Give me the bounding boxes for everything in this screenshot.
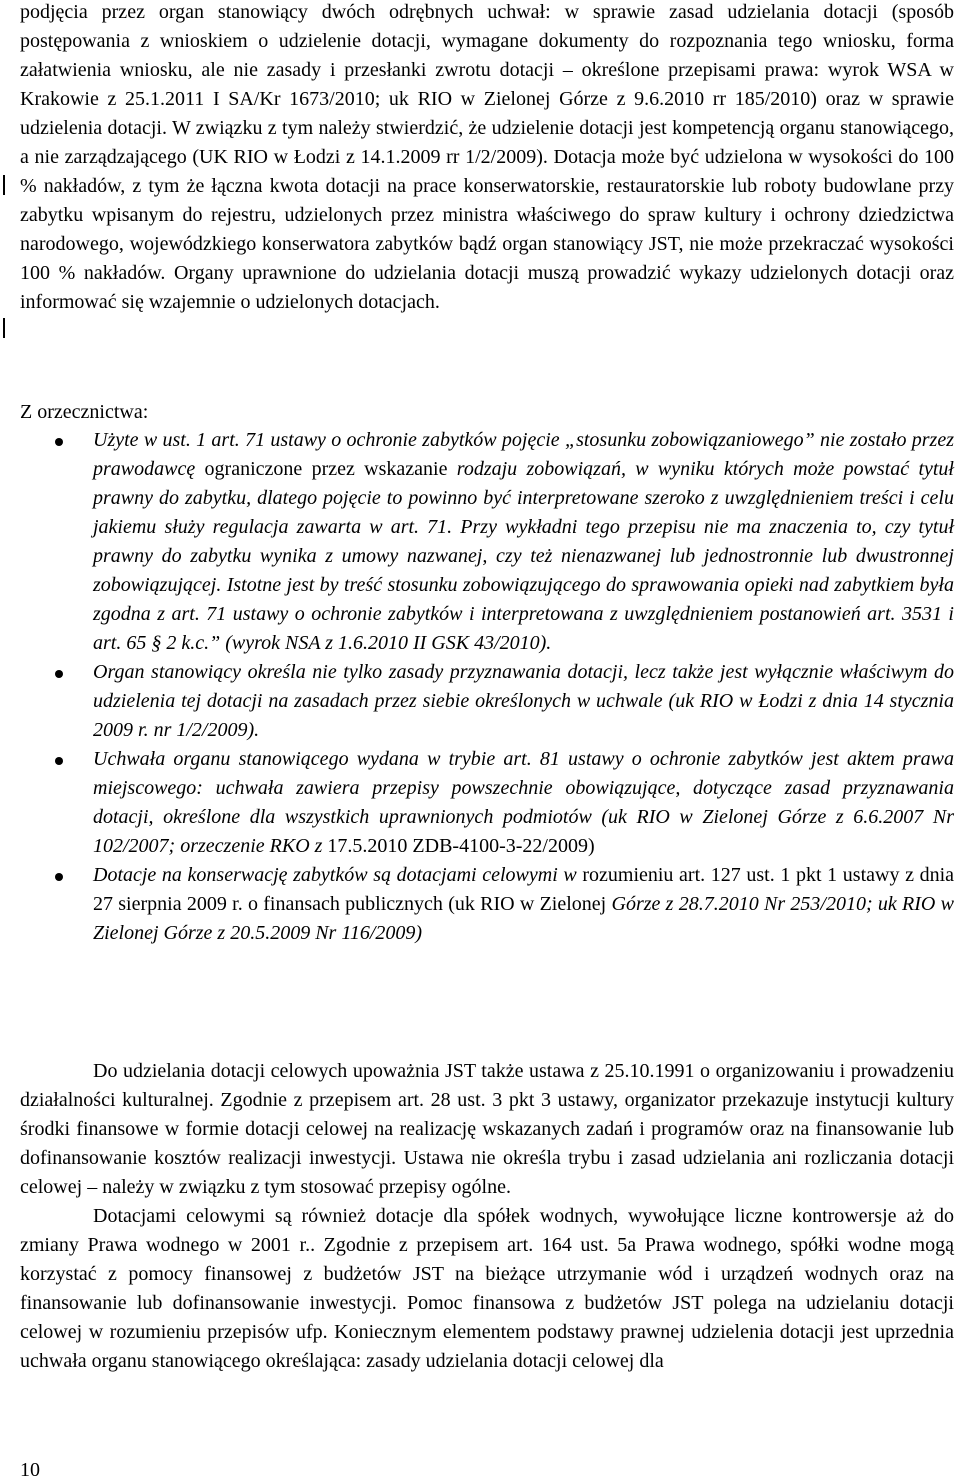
case-law-list bbox=[0, 426, 960, 948]
item-text: 17.5.2010 ZDB-4100-3-22/2009) bbox=[327, 835, 595, 857]
bullet-icon bbox=[55, 873, 63, 881]
item-text-italic: Górze z 28.7.2010 Nr 253/2010; uk RIO w Zielonej Górze z 20.5.2009 Nr 116/2009) bbox=[93, 893, 954, 944]
intro-paragraph: podjęcia przez organ stanowiący dwóch odrębnych uchwał: w sprawie zasad udzielania dotacji (sposób postępowania z wnioskiem o udzielenie dotacji, wymagane dokumenty do rozpoznania tego wniosku, forma załatwienia wniosku, ale nie zasady i przesłanki zwrotu dotacji – określone przepisami prawa: wyrok WSA w Krakowie z 25.1.2011 I SA/Kr 1673/2010; uk RIO w Zielonej Górze z 9.6.2010 rr 185/2010) oraz w sprawie udzielenia dotacji. W związku z tym należy stwierdzić, że udzielenie dotacji jest kompetencją organu stanowiącego, a nie zarządzającego (UK RIO w Łodzi z 14.1.2009 rr 1/2/2009). Dotacja może być udzielona w wysokości do 100 % nakładów, z tym że łączna kwota dotacji na prace konserwatorskie, restauratorskie lub roboty budowlane przy zabytku wpisanym do rejestru, udzielonych przez ministra właściwego do spraw kultury i ochrony dziedzictwa narodowego, wojewódzkiego konserwatora zabytków bądź organ stanowiący JST, nie może przekraczać wysokości 100 % nakładów. Organy uprawnione do udzielania dotacji muszą prowadzić wykazy udzielonych dotacji oraz informować się wzajemnie o udzielonych dotacjach. bbox=[20, 1, 954, 313]
bullet-icon bbox=[55, 757, 63, 765]
closing-section bbox=[20, 1057, 954, 1376]
revision-bar bbox=[3, 175, 5, 195]
item-text-italic: Uchwała organu stanowiącego wydana w trybie art. 81 ustawy o ochronie zabytków jest aktem prawa miejscowego: uchwała zawiera przepisy powszechnie obowiązujące, dotyczące zasad przyznawania dotacji, określone dla wszystkich uprawnionych podmiotów (uk RIO w Zielonej Górze z 6.6.2007 Nr 102/2007; orzeczenie RKO z bbox=[93, 748, 954, 857]
list-item bbox=[0, 745, 960, 861]
item-text-italic: Organ stanowiący określa nie tylko zasady przyznawania dotacji, lecz także jest wyłącznie właściwym do udzielenia tej dotacji na zasadach przez siebie określonych w uchwale (uk RIO w Łodzi z dnia 14 stycznia 2009 r. nr 1/2/2009). bbox=[93, 661, 954, 741]
page-number: 10 bbox=[20, 1459, 40, 1481]
bullet-icon bbox=[55, 670, 63, 678]
item-text: ograniczone przez wskazanie bbox=[204, 458, 448, 480]
item-text: rozumieniu art. 127 ust. 1 pkt 1 ustawy z dnia 27 sierpnia 2009 r. o finansach publicznych (uk RIO w Zielonej bbox=[93, 864, 954, 915]
item-text-italic: Dotacje na konserwację zabytków są dotacjami celowymi w bbox=[93, 864, 583, 886]
revision-bar bbox=[3, 318, 5, 338]
list-item bbox=[0, 426, 960, 658]
list-item bbox=[0, 861, 960, 948]
list-item bbox=[0, 658, 960, 745]
closing-paragraph: Do udzielania dotacji celowych upoważnia JST także ustawa z 25.10.1991 o organizowaniu i prowadzeniu działalności kulturalnej. Zgodnie z przepisem art. 28 ust. 3 pkt 3 ustawy, organizator przekazuje instytucji kultury środki finansowe w formie dotacji celowej na realizację wskazanych zadań i programów oraz na finansowanie lub dofinansowanie kosztów realizacji inwestycji. Ustawa nie określa trybu i zasad udzielania ani rozliczania dotacji celowej – należy w związku z tym stosować przepisy ogólne. bbox=[20, 1060, 954, 1198]
item-text-italic: rodzaju zobowiązań, w wyniku których może powstać tytuł prawny do zabytku, dlatego pojęcie to powinno być interpretowane szeroko z uwzględnieniem treści i celu jakiemu służy regulacja zawarta w art. 71. Przy wykładni tego przepisu nie ma znaczenia to, czy tytuł prawny do zabytku wynika z umowy nazwanej, czy też nienazwanej lub jednostronnie lub dwustronnej zobowiązującej. Istotne jest by treść stosunku zobowiązującego do sprawowania opieki nad zabytkiem była zgodna z art. 71 ustawy o ochronie zabytków i interpretowana z uwzględnieniem postanowień art. 3531 i art. 65 § 2 k.c.” (wyrok NSA z 1.6.2010 II GSK 43/2010). bbox=[93, 458, 954, 654]
item-text-italic: Użyte w ust. 1 art. 71 ustawy o ochronie zabytków pojęcie „stosunku zobowiązaniowego” nie zostało przez prawodawcę bbox=[93, 429, 954, 480]
bullet-icon bbox=[55, 438, 63, 446]
closing-paragraph-2: Dotacjami celowymi są również dotacje dla spółek wodnych, wywołujące liczne kontrowersje aż do zmiany Prawa wodnego w 2001 r.. Zgodnie z przepisem art. 164 ust. 5a Prawa wodnego, spółki wodne mogą korzystać z pomocy finansowej z budżetów JST na bieżące utrzymanie wód i urządzeń wodnych oraz na finansowanie lub dofinansowanie inwestycji. Pomoc finansowa z budżetów JST polega na udzielaniu dotacji celowej w rozumieniu przepisów ufp. Koniecznym elementem podstawy prawnej udzielenia dotacji jest uprzednia uchwała organu stanowiącego określająca: zasady udzielania dotacji celowej dla bbox=[20, 1205, 954, 1372]
case-law-heading: Z orzecznictwa: bbox=[20, 401, 149, 423]
